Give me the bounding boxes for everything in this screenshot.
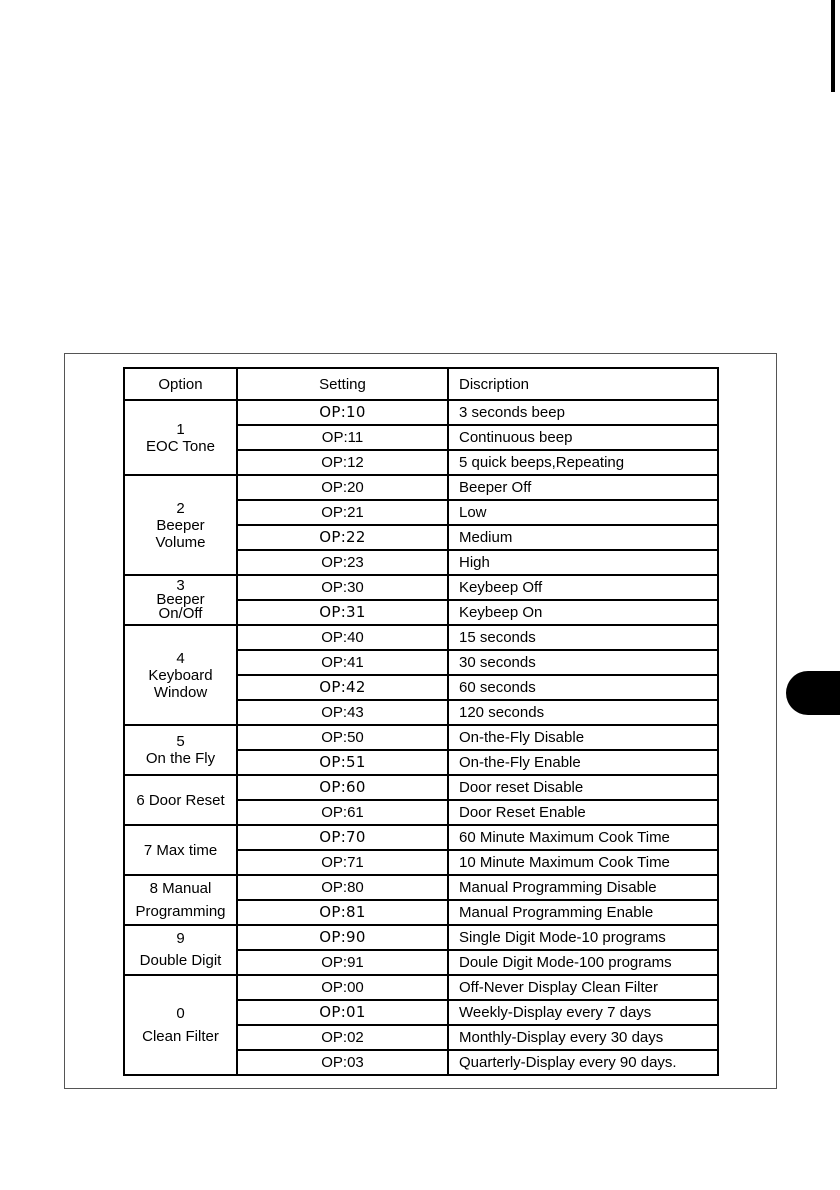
option-cell-beeper-onoff: [124, 575, 237, 625]
setting-cell: OP:00: [237, 975, 448, 1000]
options-table: [123, 367, 719, 1076]
option-cell-door-reset: [124, 775, 237, 825]
option-number: 2: [176, 499, 185, 517]
description-cell: 120 seconds: [448, 700, 718, 725]
setting-cell: OP:31: [237, 600, 448, 625]
table-row: [124, 475, 718, 500]
setting-cell: OP:80: [237, 875, 448, 900]
setting-cell: OP:50: [237, 725, 448, 750]
table-row: [124, 875, 718, 900]
option-label-line: 8 Manual: [149, 880, 212, 897]
table-row: [124, 575, 718, 600]
description-cell: Continuous beep: [448, 425, 718, 450]
option-cell-manual-programming: [124, 875, 237, 925]
table-row: [124, 825, 718, 850]
option-cell-on-the-fly: [124, 725, 237, 775]
description-cell: 15 seconds: [448, 625, 718, 650]
setting-cell: OP:11: [237, 425, 448, 450]
description-cell: Weekly-Display every 7 days: [448, 1000, 718, 1025]
setting-cell: OP:81: [237, 900, 448, 925]
setting-cell: OP:43: [237, 700, 448, 725]
option-cell-clean-filter: [124, 975, 237, 1075]
header-setting: Setting: [237, 368, 448, 400]
description-cell: Manual Programming Disable: [448, 875, 718, 900]
setting-cell: OP:91: [237, 950, 448, 975]
option-name: Clean Filter: [142, 1028, 219, 1045]
option-cell-eoc-tone: [124, 400, 237, 475]
option-number: 1: [176, 420, 185, 438]
page-edge-rule: [831, 0, 835, 92]
setting-cell: OP:20: [237, 475, 448, 500]
description-cell: Manual Programming Enable: [448, 900, 718, 925]
description-cell: 60 seconds: [448, 675, 718, 700]
option-name-line: Beeper: [156, 591, 205, 608]
setting-cell: OP:30: [237, 575, 448, 600]
setting-cell: OP:60: [237, 775, 448, 800]
description-cell: Low: [448, 500, 718, 525]
setting-cell: OP:23: [237, 550, 448, 575]
description-cell: Beeper Off: [448, 475, 718, 500]
setting-cell: OP:10: [237, 400, 448, 425]
description-cell: Medium: [448, 525, 718, 550]
table-row: [124, 725, 718, 750]
description-cell: Door Reset Enable: [448, 800, 718, 825]
option-number: 9: [176, 930, 185, 947]
option-name-line: Keyboard: [148, 666, 213, 684]
chapter-tab: [786, 671, 840, 715]
setting-cell: OP:22: [237, 525, 448, 550]
header-option: Option: [124, 368, 237, 400]
option-number: 0: [176, 1005, 185, 1022]
option-name-line: Volume: [155, 533, 206, 551]
setting-cell: OP:90: [237, 925, 448, 950]
description-cell: High: [448, 550, 718, 575]
setting-cell: OP:70: [237, 825, 448, 850]
description-cell: On-the-Fly Disable: [448, 725, 718, 750]
option-number: 4: [176, 649, 185, 667]
option-label: 7 Max time: [143, 841, 218, 859]
option-label-line: Programming: [135, 903, 226, 920]
option-name: EOC Tone: [146, 437, 215, 455]
option-name-line: Beeper: [156, 516, 205, 534]
setting-cell: OP:61: [237, 800, 448, 825]
table-row: [124, 975, 718, 1000]
description-cell: 10 Minute Maximum Cook Time: [448, 850, 718, 875]
description-cell: On-the-Fly Enable: [448, 750, 718, 775]
table-row: [124, 775, 718, 800]
option-cell-double-digit: [124, 925, 237, 975]
setting-cell: OP:71: [237, 850, 448, 875]
description-cell: Door reset Disable: [448, 775, 718, 800]
option-number: 3: [176, 577, 185, 594]
option-label: 6 Door Reset: [136, 791, 225, 809]
setting-cell: OP:03: [237, 1050, 448, 1075]
description-cell: Keybeep On: [448, 600, 718, 625]
description-cell: Single Digit Mode-10 programs: [448, 925, 718, 950]
description-cell: Off-Never Display Clean Filter: [448, 975, 718, 1000]
option-number: 5: [176, 733, 185, 750]
description-cell: 60 Minute Maximum Cook Time: [448, 825, 718, 850]
description-cell: 3 seconds beep: [448, 400, 718, 425]
option-cell-max-time: [124, 825, 237, 875]
table-row: [124, 400, 718, 425]
setting-cell: OP:12: [237, 450, 448, 475]
description-cell: 5 quick beeps,Repeating: [448, 450, 718, 475]
option-name-line: On/Off: [158, 605, 203, 622]
setting-cell: OP:40: [237, 625, 448, 650]
option-name-line: Window: [153, 683, 208, 701]
description-cell: Monthly-Display every 30 days: [448, 1025, 718, 1050]
setting-cell: OP:41: [237, 650, 448, 675]
header-description: Discription: [448, 368, 718, 400]
description-cell: Keybeep Off: [448, 575, 718, 600]
description-cell: Quarterly-Display every 90 days.: [448, 1050, 718, 1075]
setting-cell: OP:42: [237, 675, 448, 700]
description-cell: Doule Digit Mode-100 programs: [448, 950, 718, 975]
table-row: [124, 625, 718, 650]
setting-cell: OP:02: [237, 1025, 448, 1050]
option-name: On the Fly: [145, 750, 216, 767]
option-cell-beeper-volume: [124, 475, 237, 575]
option-name: Double Digit: [139, 952, 222, 969]
setting-cell: OP:51: [237, 750, 448, 775]
setting-cell: OP:21: [237, 500, 448, 525]
option-cell-keyboard-window: [124, 625, 237, 725]
table-row: [124, 925, 718, 950]
setting-cell: OP:01: [237, 1000, 448, 1025]
header-row: [124, 368, 718, 400]
description-cell: 30 seconds: [448, 650, 718, 675]
